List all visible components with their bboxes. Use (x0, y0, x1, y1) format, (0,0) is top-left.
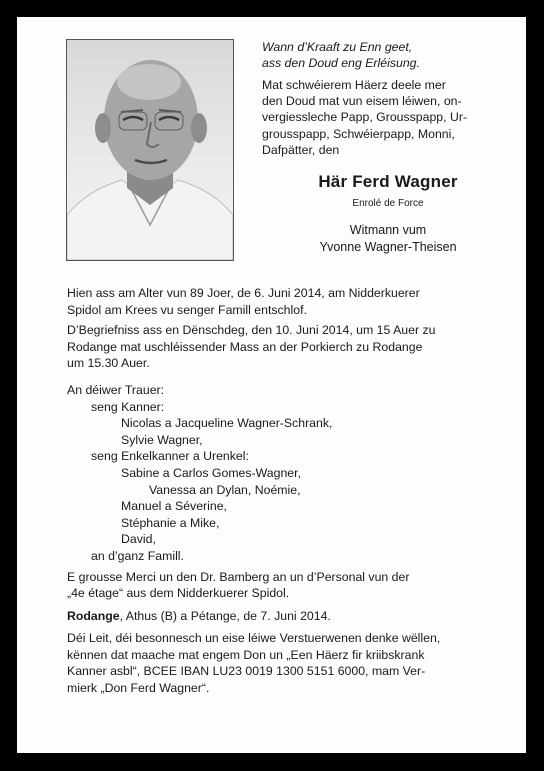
intro-line: Dafpätter, den (262, 142, 340, 157)
donation-line: kënnen dat maache mat engem Don un „Een Häerz fir kriibskrank (67, 647, 425, 662)
donation-line: mierk „Don Ferd Wagner“. (67, 681, 210, 696)
child-entry: Nicolas a Jacqueline Wagner-Schrank, (121, 416, 333, 431)
funeral-line: Rodange mat uschléissender Mass an der Porkierch zu Rodange (67, 339, 423, 354)
motto-line: Wann d’Kraaft zu Enn geet, (262, 40, 413, 54)
intro-line: den Doud mat vun eisem léiwen, on- (262, 94, 462, 109)
grandchild-entry: Sabine a Carlos Gomes-Wagner, (121, 465, 301, 480)
thanks-line: E grousse Merci un den Dr. Bamberg an un d’Personal vun der (67, 569, 410, 584)
obituary-body (67, 285, 518, 697)
grandchild-entry: David, (121, 532, 156, 547)
intro-line: Mat schwéierem Häerz deele mer (262, 78, 446, 92)
motto (262, 39, 514, 71)
great-grandchild-entry: Vanessa an Dylan, Noémie, (149, 482, 301, 497)
intro-text (262, 77, 514, 158)
mourning-title: An déiwer Trauer: (67, 382, 165, 397)
enrole-note: Enrolé de Force (352, 198, 424, 210)
widower-line: Witmann vum (349, 223, 427, 238)
place-name: Rodange (67, 608, 120, 623)
portrait-photo (66, 39, 234, 261)
funeral-line: um 15.30 Auer. (67, 356, 150, 371)
place-date-rest: , Athus (B) a Pétange, de 7. Juni 2014. (119, 608, 331, 623)
widower-line: Yvonne Wagner-Theisen (319, 240, 457, 255)
donation-line: Kanner asbl“, BCEE IBAN LU23 0019 1300 5151 6000, mam Ver- (67, 664, 426, 679)
intro-line: grousspapp, Schwéierpapp, Monni, (262, 126, 455, 141)
header-text (262, 39, 514, 256)
motto-line: ass den Doud eng Erléisung. (262, 56, 420, 70)
obituary-card (17, 17, 526, 753)
grandchildren-title: seng Enkelkanner a Urenkel: (91, 449, 249, 464)
intro-line: vergiessleche Papp, Grousspapp, Ur- (262, 110, 468, 125)
death-line: Hien ass am Alter vun 89 Joer, de 6. Juni 2014, am Nidderkuerer (67, 286, 420, 300)
grandchild-entry: Manuel a Séverine, (121, 499, 227, 514)
donation-line: Déi Leit, déi besonnesch un eise léiwe Verstuerwenen denke wëllen, (67, 631, 441, 646)
child-entry: Sylvie Wagner, (121, 432, 203, 447)
thanks-line: „4e étage“ aus dem Nidderkuerer Spidol. (67, 586, 290, 601)
widower-note (262, 222, 514, 256)
death-line: Spidol am Krees vu senger Famill entschlof. (67, 302, 307, 317)
deceased-name: Här Ferd Wagner (318, 172, 458, 192)
grandchild-entry: Stéphanie a Mike, (121, 515, 220, 530)
place-date-line (67, 608, 518, 625)
children-title: seng Kanner: (91, 399, 165, 414)
funeral-line: D’Begriefniss ass en Dënschdeg, den 10. Juni 2014, um 15 Auer zu (67, 323, 436, 338)
family-line: an d’ganz Famill. (91, 548, 184, 563)
